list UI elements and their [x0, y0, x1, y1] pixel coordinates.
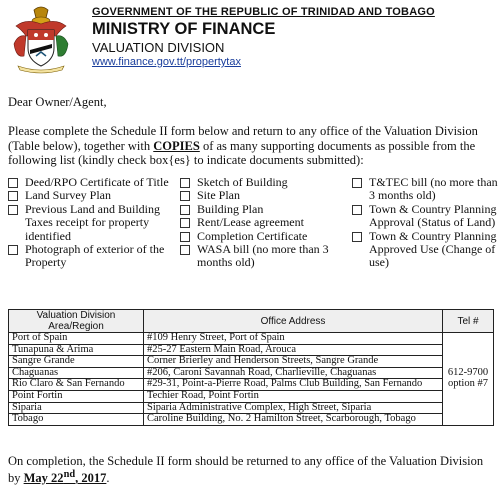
table-row: [9, 344, 494, 356]
division-title: VALUATION DIVISION: [92, 40, 225, 55]
government-title: GOVERNMENT OF THE REPUBLIC OF TRINIDAD AND TOBAGO: [92, 6, 435, 18]
column-header-address: Office Address: [144, 310, 443, 333]
area-cell: Point Fortin: [9, 390, 144, 402]
area-cell: Tunapuna & Arima: [9, 344, 144, 356]
checkbox[interactable]: [352, 205, 362, 215]
checklist-item: [352, 203, 500, 230]
area-cell: Chaguanas: [9, 367, 144, 379]
checklist-column-2: [180, 176, 348, 270]
checklist-item-label: Site Plan: [197, 188, 241, 203]
deadline-date: [23, 469, 110, 485]
salutation: Dear Owner/Agent,: [8, 95, 107, 109]
table-row: [9, 356, 494, 368]
checklist-item: [180, 243, 348, 270]
checklist-column-1: [8, 176, 178, 270]
checklist-column-3: [352, 176, 500, 270]
area-cell: Sangre Grande: [9, 356, 144, 368]
checklist-item-label: T&TEC bill (no more than 3 months old): [369, 175, 498, 203]
ministry-title: MINISTRY OF FINANCE: [92, 20, 276, 38]
checklist-item: [352, 176, 500, 203]
checklist-item: [180, 203, 348, 216]
checklist-item-label: Rent/Lease agreement: [197, 215, 304, 230]
address-cell: #206, Caroni Savannah Road, Charlieville, Chaguanas: [144, 367, 443, 379]
checkbox[interactable]: [180, 178, 190, 188]
table-row: [9, 402, 494, 414]
intro-text-end: of as many supporting documents as possible from the following list (kindly check box{es} to indicate documents submitted):: [8, 138, 476, 167]
deadline-date-main: May 22: [23, 471, 64, 485]
checklist-item-label: Building Plan: [197, 201, 264, 216]
checklist-item: [180, 216, 348, 229]
table-row: [9, 390, 494, 402]
checkbox[interactable]: [8, 178, 18, 188]
intro-text-start: Please complete the Schedule II form below and return to any office of the Valuation Division (Table below), together with: [8, 124, 478, 153]
checkbox[interactable]: [180, 245, 190, 255]
address-cell: Techier Road, Point Fortin: [144, 390, 443, 402]
checkbox[interactable]: [352, 232, 362, 242]
intro-paragraph: [8, 124, 494, 168]
checkbox[interactable]: [180, 205, 190, 215]
address-cell: #29-31, Point-a-Pierre Road, Palms Club Building, San Fernando: [144, 379, 443, 391]
table-row: [9, 333, 494, 345]
table-header-row: [9, 310, 494, 333]
checklist-item: [352, 230, 500, 270]
checklist-item-label: Completion Certificate: [197, 228, 308, 243]
address-cell: #109 Henry Street, Port of Spain: [144, 333, 443, 345]
address-cell: Corner Brierley and Henderson Streets, Sangre Grande: [144, 356, 443, 368]
checkbox[interactable]: [8, 205, 18, 215]
tel-cell: [443, 333, 494, 426]
deadline-date-year: , 2017: [75, 471, 107, 485]
address-cell: #25-27 Eastern Main Road, Arouca: [144, 344, 443, 356]
address-cell: Siparia Administrative Complex, High Street, Siparia: [144, 402, 443, 414]
area-cell: Siparia: [9, 402, 144, 414]
checkbox[interactable]: [180, 218, 190, 228]
table-row: [9, 379, 494, 391]
offices-table: [8, 309, 494, 426]
closing-text: On completion, the Schedule II form should be returned to any office of the Valuation Division by: [8, 454, 484, 485]
checklist-item-label: Deed/RPO Certificate of Title: [25, 175, 169, 189]
intro-copies-emphasis: COPIES: [153, 138, 200, 153]
checkbox[interactable]: [180, 232, 190, 242]
checklist-item: [8, 176, 178, 189]
checklist-item-label: Sketch of Building: [197, 175, 288, 189]
checkbox[interactable]: [180, 191, 190, 201]
checklist-item: [180, 230, 348, 243]
area-cell: Tobago: [9, 414, 144, 426]
tel-number: 612-9700: [447, 367, 489, 379]
checkbox[interactable]: [8, 245, 18, 255]
checklist-item-label: Land Survey Plan: [25, 188, 111, 203]
coat-of-arms-icon: [6, 4, 76, 74]
checklist-item: [8, 203, 178, 243]
area-cell: Port of Spain: [9, 333, 144, 345]
column-header-area: Valuation Division Area/Region: [9, 310, 144, 333]
closing-paragraph: [8, 454, 494, 485]
checklist-item-label: Previous Land and Building Taxes receipt for property identified: [25, 201, 160, 243]
table-row: [9, 367, 494, 379]
checkbox[interactable]: [8, 191, 18, 201]
column-header-tel: Tel #: [443, 310, 494, 333]
checklist-item: [8, 243, 178, 270]
checklist-item: [180, 189, 348, 202]
checklist-item-label: WASA bill (no more than 3 months old): [197, 242, 329, 270]
checklist-item: [8, 189, 178, 202]
website-link[interactable]: www.finance.gov.tt/propertytax: [92, 56, 241, 68]
checklist-item-label: Town & Country Planning Approval (Status of Land): [369, 201, 497, 230]
checklist-item: [180, 176, 348, 189]
checklist-item-label: Photograph of exterior of the Property: [25, 242, 165, 270]
address-cell: Caroline Building, No. 2 Hamilton Street, Scarborough, Tobago: [144, 414, 443, 426]
checkbox[interactable]: [352, 178, 362, 188]
tel-option: option #7: [448, 377, 488, 389]
checklist-item-label: Town & Country Planning Approved Use (Change of use): [369, 228, 497, 270]
deadline-date-suffix: nd: [63, 469, 76, 480]
area-cell: Rio Claro & San Fernando: [9, 379, 144, 391]
table-row: [9, 414, 494, 426]
closing-period: .: [106, 471, 110, 485]
letterhead: [0, 0, 500, 78]
